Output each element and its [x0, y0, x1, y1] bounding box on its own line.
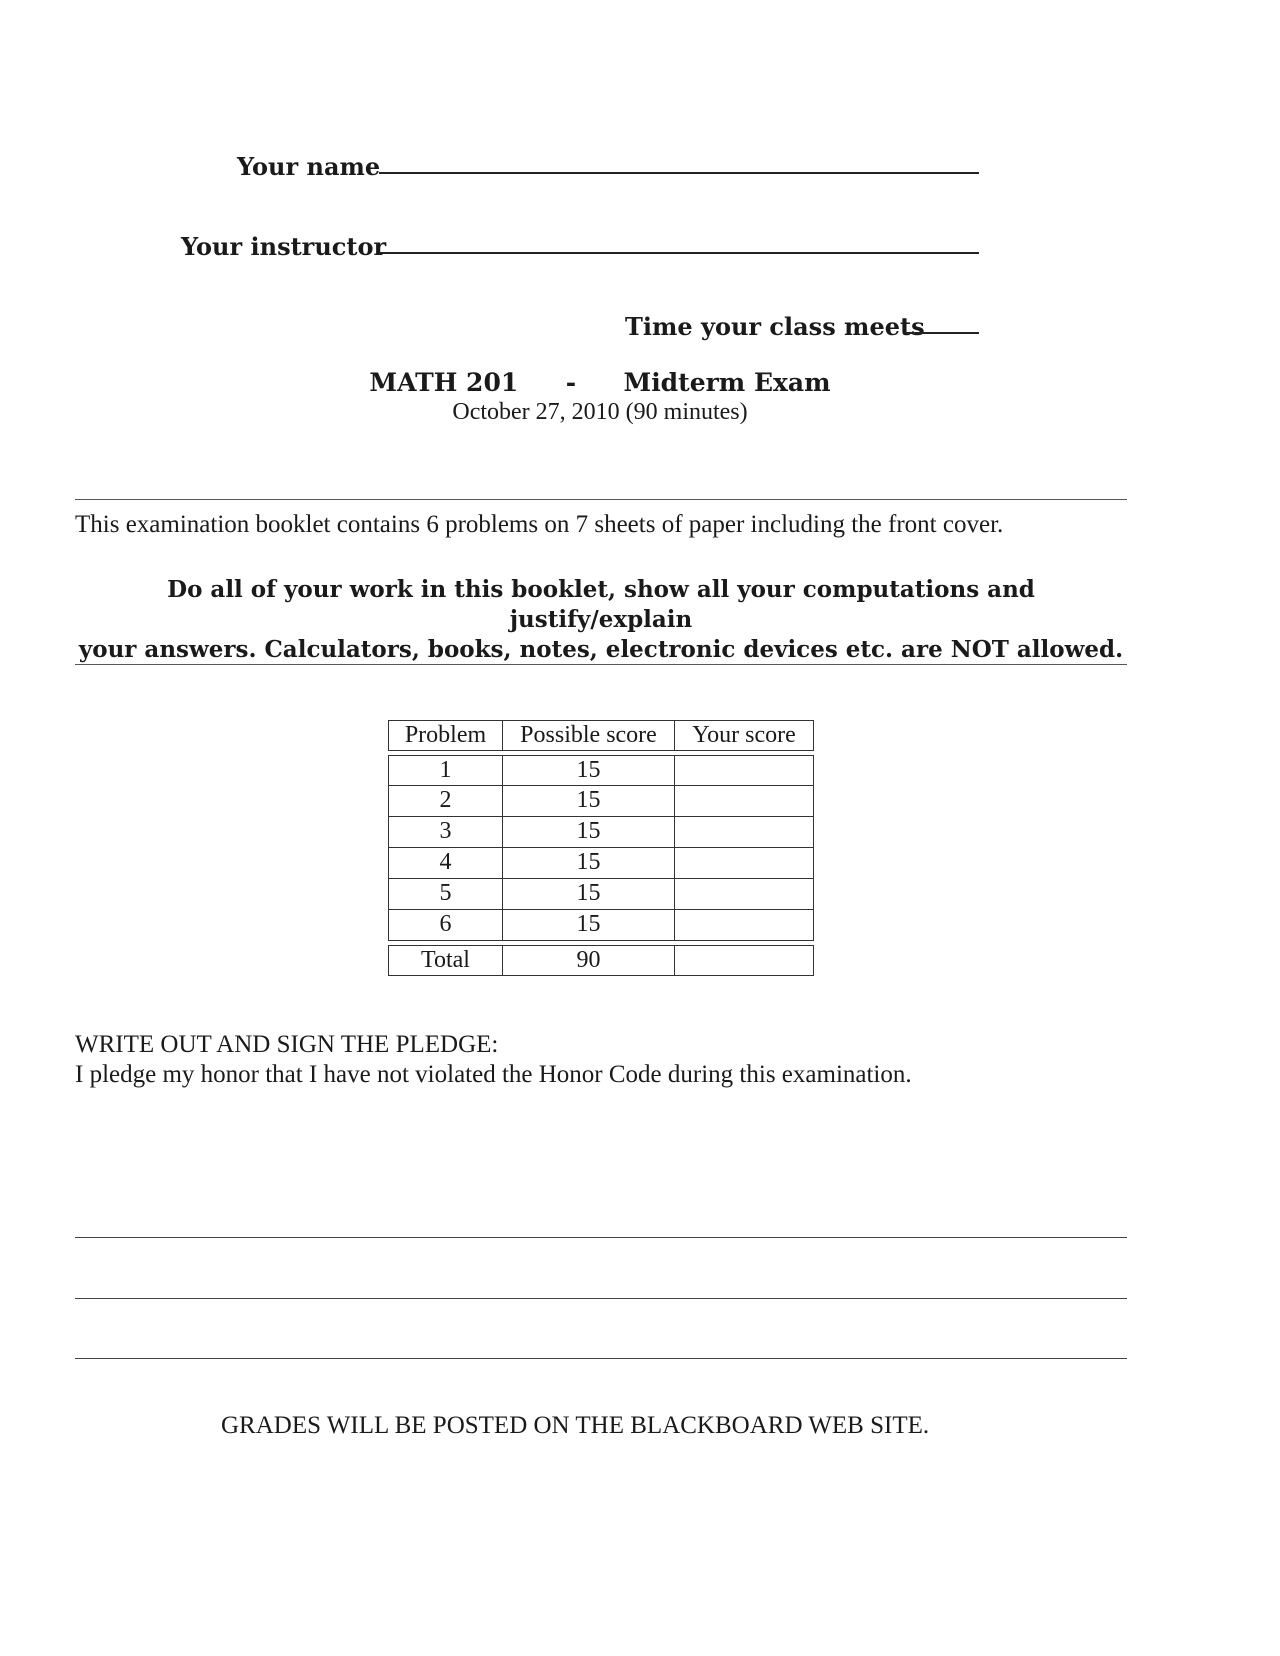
table-header-row	[388, 720, 814, 751]
table-row	[388, 879, 814, 910]
pledge-text: I pledge my honor that I have not violated the Honor Code during this examination.	[75, 1061, 912, 1088]
pledge-heading: WRITE OUT AND SIGN THE PLEDGE:	[75, 1031, 499, 1058]
problem-number: 2	[388, 786, 503, 816]
total-label: Total	[388, 946, 503, 975]
your-instructor-field[interactable]	[379, 252, 979, 254]
table-row	[388, 817, 814, 848]
your-score-cell[interactable]	[675, 910, 814, 940]
instructions-line-2: your answers. Calculators, books, notes, electronic devices etc. are NOT allowed.	[78, 636, 1124, 663]
problem-number: 6	[388, 910, 503, 940]
pledge-signature-line[interactable]	[75, 1358, 1127, 1359]
table-row	[388, 848, 814, 879]
header-possible-score: Possible score	[503, 721, 675, 750]
table-row	[388, 755, 814, 786]
score-table	[388, 720, 814, 976]
your-instructor-label: Your instructor	[181, 232, 387, 261]
total-possible-score: 90	[503, 946, 675, 975]
your-score-cell[interactable]	[675, 848, 814, 878]
possible-score: 15	[503, 756, 675, 785]
instructions	[75, 575, 1127, 665]
total-your-score-cell[interactable]	[675, 946, 814, 975]
problem-number: 5	[388, 879, 503, 909]
table-row	[388, 910, 814, 941]
course-name: MATH 201	[369, 368, 519, 397]
problem-number: 3	[388, 817, 503, 847]
header-problem: Problem	[388, 721, 503, 750]
booklet-info: This examination booklet contains 6 problems on 7 sheets of paper including the front cover.	[75, 511, 1004, 538]
pledge-write-line-1[interactable]	[75, 1237, 1127, 1238]
your-score-cell[interactable]	[675, 786, 814, 816]
header-your-score: Your score	[675, 721, 814, 750]
possible-score: 15	[503, 848, 675, 878]
exam-name: Midterm Exam	[623, 368, 831, 397]
pledge-write-line-2[interactable]	[75, 1298, 1127, 1299]
grades-notice: GRADES WILL BE POSTED ON THE BLACKBOARD WEB SITE.	[221, 1412, 930, 1439]
your-name-field[interactable]	[379, 172, 979, 174]
class-time-field[interactable]	[905, 332, 979, 334]
exam-date: October 27, 2010 (90 minutes)	[452, 399, 748, 425]
bottom-divider	[75, 664, 1127, 665]
table-total-row	[388, 945, 814, 976]
title-dash: -	[565, 368, 577, 397]
your-name-label: Your name	[237, 152, 381, 181]
your-score-cell[interactable]	[675, 756, 814, 785]
problem-number: 1	[388, 756, 503, 785]
instructions-line-1: Do all of your work in this booklet, show all your computations and justify/explain	[167, 576, 1035, 633]
your-score-cell[interactable]	[675, 817, 814, 847]
table-row	[388, 786, 814, 817]
table-body	[388, 755, 814, 941]
top-divider	[75, 499, 1127, 500]
your-score-cell[interactable]	[675, 879, 814, 909]
possible-score: 15	[503, 786, 675, 816]
possible-score: 15	[503, 879, 675, 909]
class-time-label: Time your class meets	[625, 312, 925, 341]
problem-number: 4	[388, 848, 503, 878]
possible-score: 15	[503, 910, 675, 940]
exam-title	[0, 368, 1200, 397]
possible-score: 15	[503, 817, 675, 847]
